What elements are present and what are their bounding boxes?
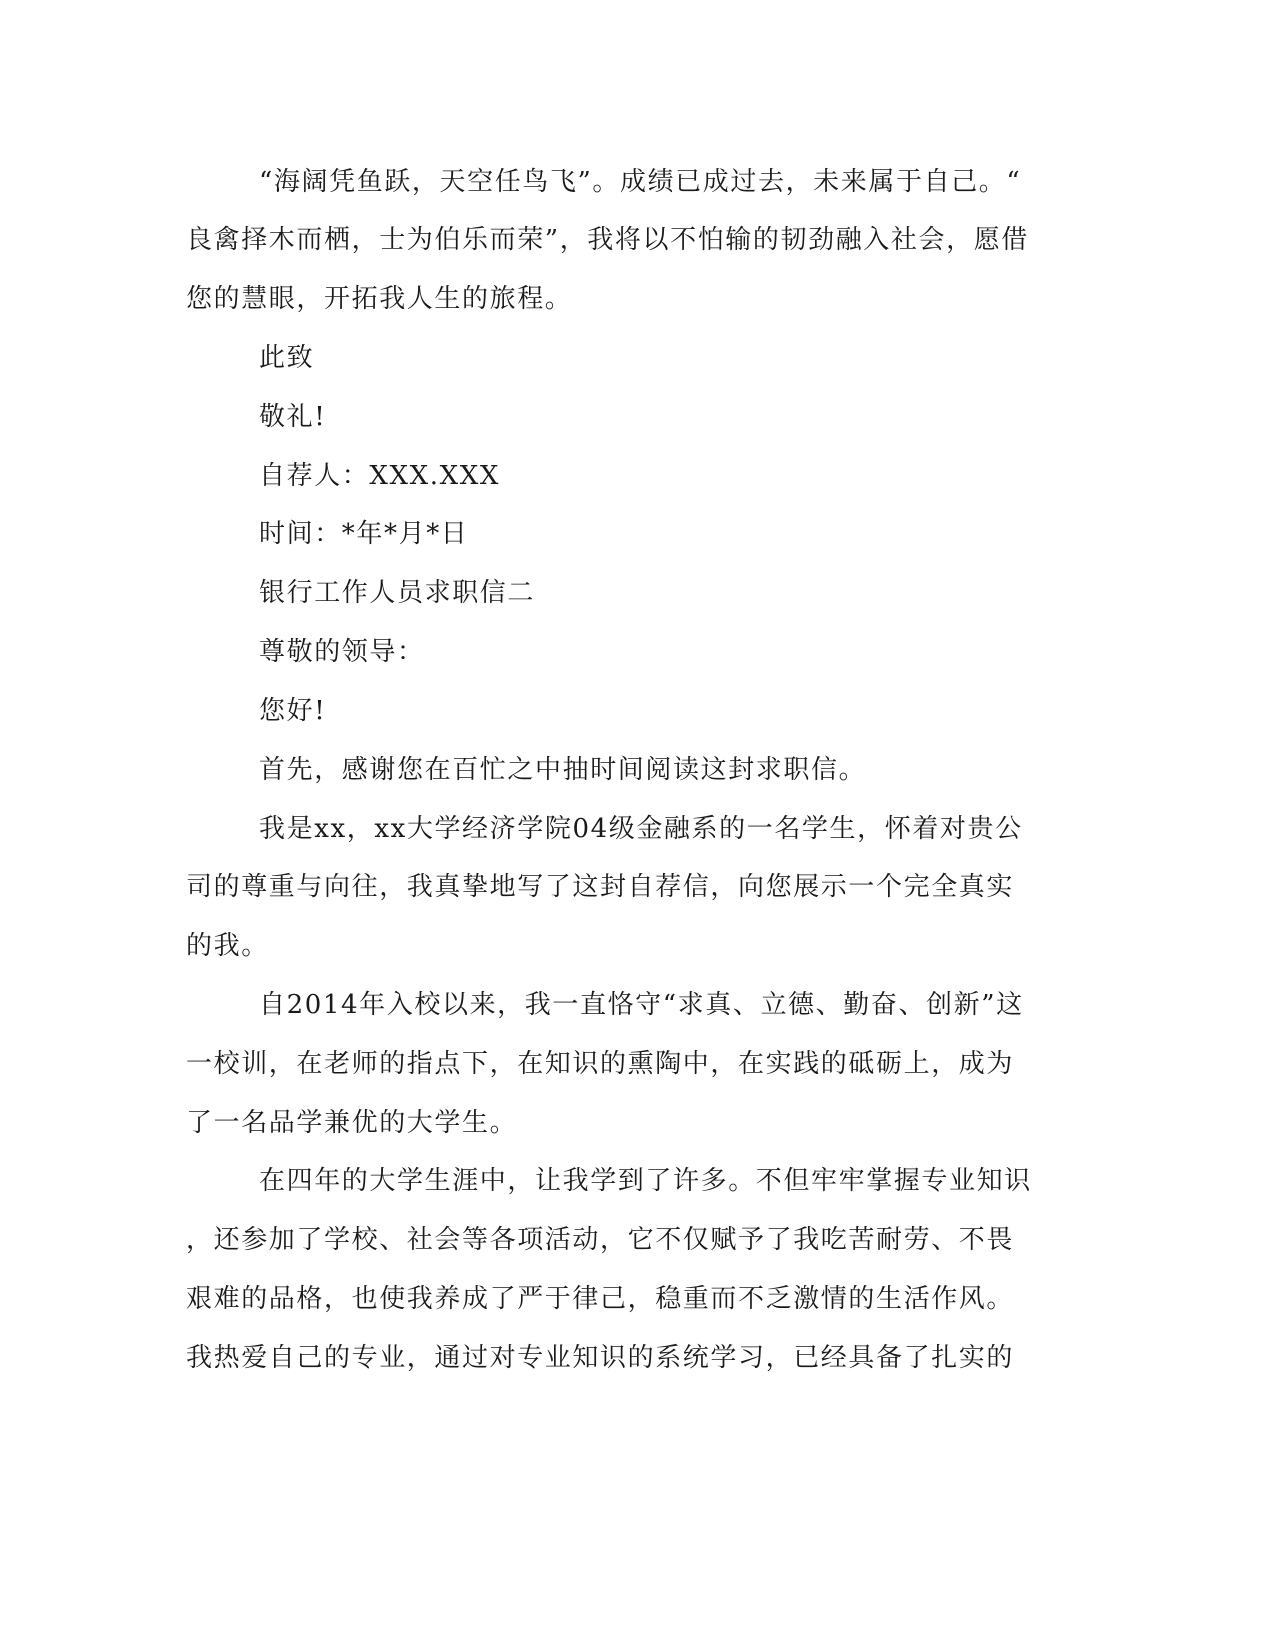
paragraph-line: ，还参加了学校、社会等各项活动，它不仅赋予了我吃苦耐劳、不畏 [186,1225,1015,1255]
signature-line: 自荐人：XXX.XXX [259,461,500,491]
paragraph-line: 我是xx，xx大学经济学院04级金融系的一名学生，怀着对贵公 [259,814,1023,844]
date-line: 时间：*年*月*日 [259,519,469,549]
paragraph-line: 首先，感谢您在百忙之中抽时间阅读这封求职信。 [259,755,867,785]
paragraph-line: 一校训，在老师的指点下，在知识的熏陶中，在实践的砥砺上，成为 [186,1049,1015,1079]
paragraph-line: 良禽择木而栖，士为伯乐而荣”，我将以不怕输的韧劲融入社会，愿借 [186,225,1029,255]
greeting: 您好! [259,696,327,726]
salutation: 尊敬的领导： [259,637,425,667]
paragraph-line: 艰难的品格，也使我养成了严于律己，稳重而不乏激情的生活作风。 [186,1284,1015,1314]
paragraph-line: 自2014年入校以来，我一直恪守“求真、立德、勤奋、创新”这 [259,990,1024,1020]
paragraph-line: 的我。 [186,931,269,961]
paragraph-line: 在四年的大学生涯中，让我学到了许多。不但牢牢掌握专业知识 [259,1166,1032,1196]
paragraph-line: 司的尊重与向往，我真挚地写了这封自荐信，向您展示一个完全真实 [186,872,1015,902]
paragraph-line: 了一名品学兼优的大学生。 [186,1108,518,1138]
paragraph-line: 我热爱自己的专业，通过对专业知识的系统学习，已经具备了扎实的 [186,1343,1015,1373]
paragraph-line: “海阔凭鱼跃，天空任鸟飞”。成绩已成过去，未来属于自己。“ [259,167,1022,197]
paragraph-line: 您的慧眼，开拓我人生的旅程。 [186,284,573,314]
section-title: 银行工作人员求职信二 [259,578,536,608]
closing-salutation: 敬礼! [259,402,327,432]
closing-line: 此致 [259,343,315,373]
